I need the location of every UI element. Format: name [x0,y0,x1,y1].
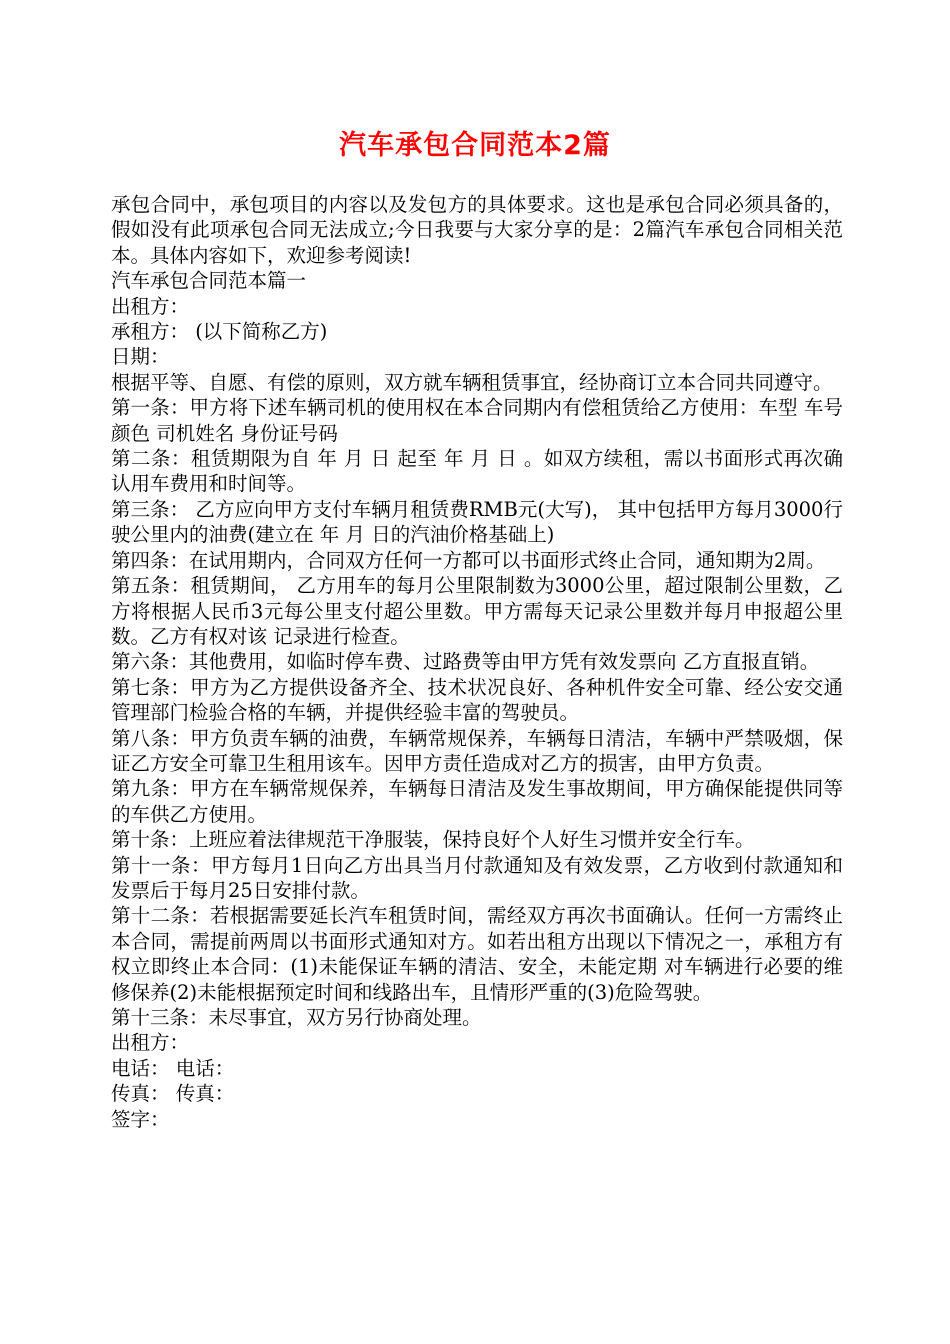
preamble-paragraph: 根据平等、自愿、有偿的原则，双方就车辆租赁事宜，经协商订立本合同共同遵守。 [111,370,833,394]
lessee-line: 承租方： (以下简称乙方) [111,320,328,344]
clause-12: 第十二条：若根据需要延长汽车租赁时间，需经双方再次书面确认。任何一方需终止本合同，需提前两周以书面形式通知对方。如若出租方出现以下情况之一，承租方有权立即终止本合同：(1)未能保证车辆的清洁、安全，未能定期 对车辆进行必要的维修保养(2)未能根据预定时间和线路出车，且情形严重的(3)危险驾驶。 [111,904,843,1004]
fax-line: 传真： 传真： [111,1082,235,1106]
signature-lessor-line: 出租方： [111,1031,190,1055]
clause-1: 第一条：甲方将下述车辆司机的使用权在本合同期内有偿租赁给乙方使用：车型 车号 颜色 司机姓名 身份证号码 [111,396,850,445]
clause-4: 第四条：在试用期内，合同双方任何一方都可以书面形式终止合同，通知期为2周。 [111,548,826,572]
clause-5: 第五条：租赁期间， 乙方用车的每月公里限制数为3000公里，超过限制公里数，乙方将根据人民币3元每公里支付超公里数。甲方需每天记录公里数并每月申报超公里数。乙方有权对该 记录进行检查。 [111,574,843,648]
clause-10: 第十条：上班应着法律规范干净服装，保持良好个人好生习惯并安全行车。 [111,828,755,852]
clause-6: 第六条：其他费用，如临时停车费、过路费等由甲方凭有效发票向 乙方直报直销。 [111,650,820,674]
phone-line: 电话： 电话： [111,1056,235,1080]
clause-2: 第二条：租赁期限为自 年 月 日 起至 年 月 日 。如双方续租，需以书面形式再次确认用车费用和时间等。 [111,447,843,496]
clause-7: 第七条：甲方为乙方提供设备齐全、技术状况良好、各种机件安全可靠、经公安交通管理部门检验合格的车辆，并提供经验丰富的驾驶员。 [111,675,843,725]
date-line: 日期： [111,345,170,369]
document-body [111,192,850,1132]
intro-paragraph: 承包合同中，承包项目的内容以及发包方的具体要求。这也是承包合同必须具备的，假如没有此项承包合同无法成立;今日我要与大家分享的是：2篇汽车承包合同相关范本。具体内容如下，欢迎参考阅读! [111,193,843,267]
clause-8: 第八条：甲方负责车辆的油费，车辆常规保养，车辆每日清洁，车辆中严禁吸烟，保证乙方安全可靠卫生租用该车。因甲方责任造成对乙方的损害，由甲方负责。 [111,726,843,775]
document-title: 汽车承包合同范本2篇 [339,130,611,161]
clause-9: 第九条：甲方在车辆常规保养，车辆每日清洁及发生事故期间，甲方确保能提供同等的车供乙方使用。 [111,777,843,826]
clause-11: 第十一条：甲方每月1日向乙方出具当月付款通知及有效发票，乙方收到付款通知和发票后于每月25日安排付款。 [111,853,843,902]
lessor-line: 出租方： [111,294,190,318]
clause-3: 第三条： 乙方应向甲方支付车辆月租赁费RMB元(大写)， 其中包括甲方每月3000行驶公里内的油费(建立在 年 月 日的汽油价格基础上) [111,497,843,547]
clause-13: 第十三条：未尽事宜，双方另行协商处理。 [111,1006,482,1029]
signature-line: 签字： [111,1107,170,1131]
section-heading: 汽车承包合同范本篇一 [111,269,307,293]
